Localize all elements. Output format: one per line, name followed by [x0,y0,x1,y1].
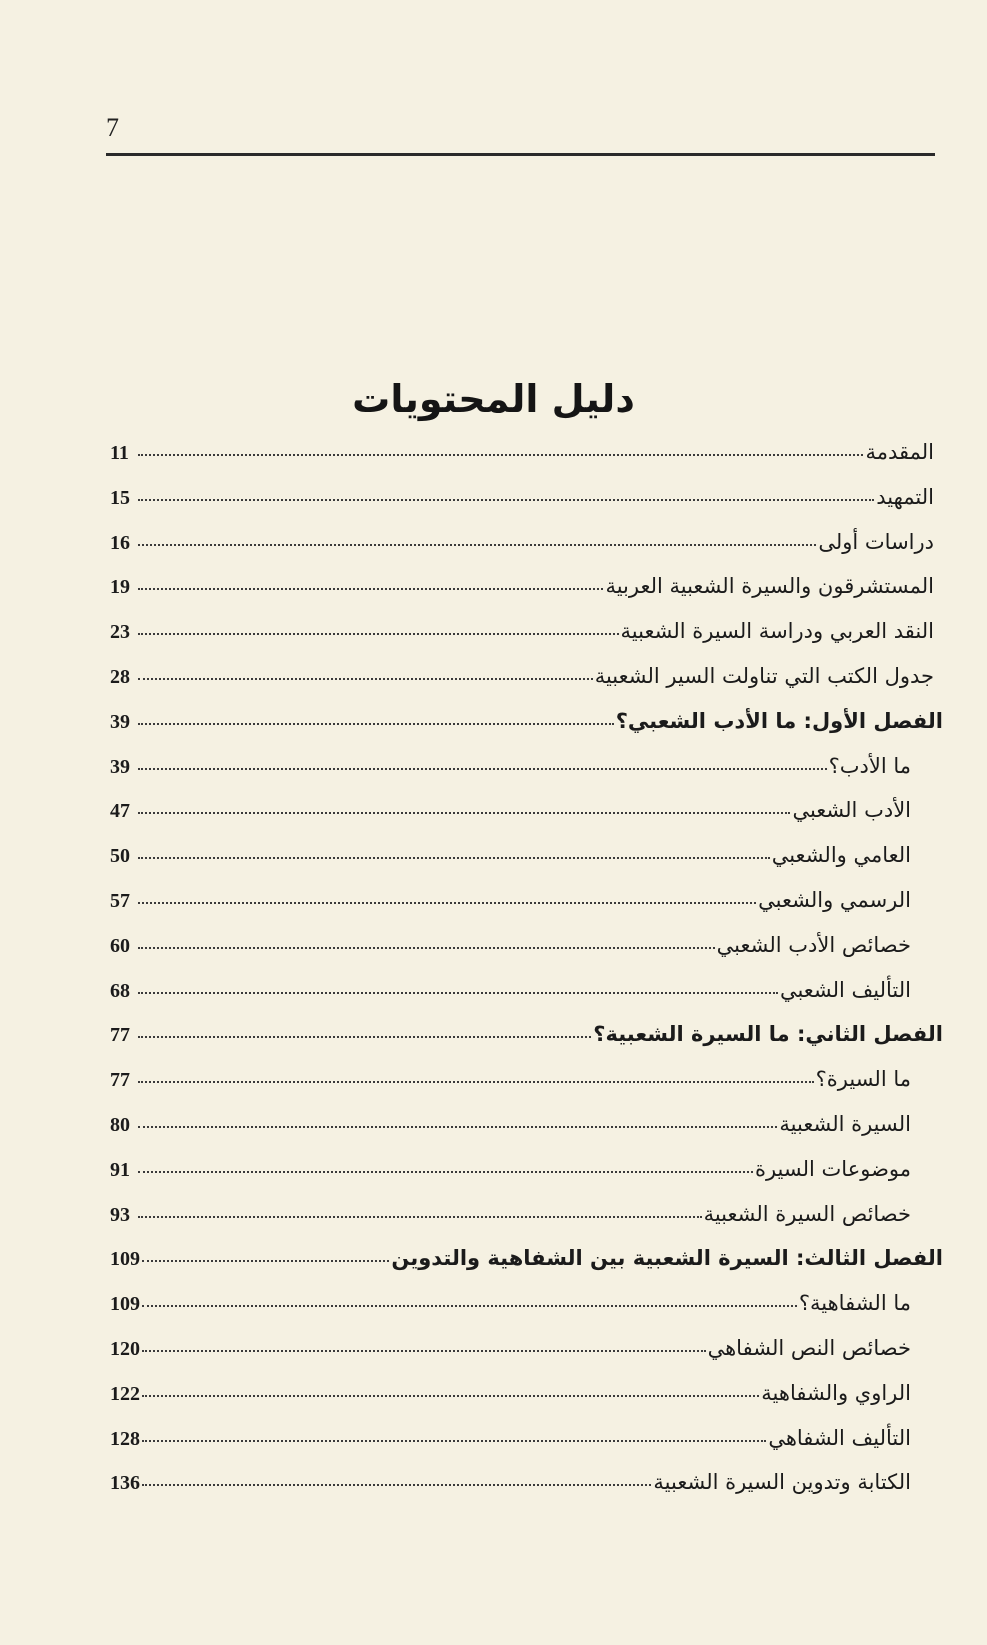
toc-entry [110,1426,937,1471]
dot-leader [138,992,778,994]
toc-page-number: 47 [110,800,130,823]
dot-leader [142,1484,651,1486]
toc-entry [110,1067,937,1112]
toc-entry-title: الأدب الشعبي [792,798,911,823]
toc-entry-title: ما الأدب؟ [828,753,911,778]
toc-page-number: 109 [110,1248,140,1271]
toc-entry [110,664,937,709]
toc-page-number: 109 [110,1293,140,1316]
toc-entry-title: التأليف الشعبي [779,977,911,1002]
dot-leader [142,1350,706,1352]
dot-leader [138,812,790,814]
dot-leader [138,588,603,590]
toc-entry [110,888,937,933]
toc-entry-title: الفصل الثالث: السيرة الشعبية بين الشفاهية والتدوين [391,1246,943,1271]
dot-leader [138,1171,753,1173]
toc-page-number: 91 [110,1158,130,1181]
toc-entry [110,619,937,664]
toc-page-number: 28 [110,665,130,688]
toc-page-number: 57 [110,889,130,912]
toc-page-number: 80 [110,1113,130,1136]
toc-chapter-entry [110,708,943,754]
toc-entry-title: الرسمي والشعبي [758,887,911,912]
toc-entry [110,933,937,978]
dot-leader [138,947,715,949]
dot-leader [142,1395,759,1397]
toc-entry-title: المقدمة [865,440,934,464]
dot-leader [138,857,770,859]
toc-page-number: 11 [110,442,129,464]
toc-entry-title: خصائص الأدب الشعبي [716,932,911,957]
dot-leader [142,1440,766,1442]
toc-page-number: 39 [110,755,130,778]
toc-entry-title: التمهيد [876,484,934,509]
dot-leader [138,1126,777,1128]
toc-entry [110,1381,937,1426]
toc-entry [110,1157,937,1202]
toc-entry [110,798,937,843]
toc-page-number: 122 [110,1382,140,1405]
toc-page-number: 136 [110,1472,140,1495]
toc-entry [110,1112,937,1157]
toc-entry-title: السيرة الشعبية [779,1111,911,1136]
toc-entry-title: موضوعات السيرة [754,1156,911,1181]
toc-page-number: 39 [110,710,130,733]
toc-entry-title: الكتابة وتدوين السيرة الشعبية [653,1470,911,1495]
dot-leader [142,1305,797,1307]
toc-entry-title: الفصل الثاني: ما السيرة الشعبية؟ [593,1022,943,1047]
toc-page-number: 23 [110,621,130,644]
toc-entry-title: خصائص السيرة الشعبية [703,1201,911,1226]
toc-page-number: 50 [110,845,130,868]
toc-page-number: 77 [110,1069,130,1092]
table-of-contents [110,440,943,1515]
toc-chapter-entry [110,1246,943,1291]
toc-page-number: 19 [110,576,130,599]
dot-leader [138,633,619,635]
toc-entry [110,1202,937,1247]
toc-entry [110,1470,937,1515]
toc-entry [110,440,937,485]
toc-page-number: 120 [110,1337,140,1360]
dot-leader [142,1260,389,1262]
toc-entry-title: الفصل الأول: ما الأدب الشعبي؟ [615,708,943,733]
toc-entry-title: الراوي والشفاهية [761,1380,911,1405]
dot-leader [138,1216,702,1218]
toc-entry-title: دراسات أولى [818,529,934,554]
dot-leader [138,544,816,546]
toc-entry [110,530,937,575]
toc-entry-title: جدول الكتب التي تناولت السير الشعبية [594,663,934,688]
toc-entry-title: النقد العربي ودراسة السيرة الشعبية [620,619,934,644]
page-number: 7 [106,113,119,142]
toc-page-number: 15 [110,486,130,509]
header-rule [106,153,935,156]
toc-page-number: 77 [110,1024,130,1047]
dot-leader [138,678,593,680]
toc-page-number: 93 [110,1203,130,1226]
toc-entry-title: ما السيرة؟ [815,1067,911,1092]
page-title: دليل المحتويات [352,377,635,422]
dot-leader [138,1036,591,1038]
toc-page-number: 16 [110,531,130,554]
dot-leader [138,723,614,725]
toc-entry [110,1336,937,1381]
toc-chapter-entry [110,1022,943,1067]
toc-entry [110,843,937,888]
dot-leader [138,1081,814,1083]
toc-page-number: 128 [110,1427,140,1450]
toc-page-number: 68 [110,979,130,1002]
toc-entry [110,754,937,799]
toc-entry-title: التأليف الشفاهي [768,1425,911,1450]
toc-entry [110,1291,937,1336]
toc-entry-title: المستشرقون والسيرة الشعبية العربية [605,574,934,599]
toc-entry-title: ما الشفاهية؟ [798,1291,911,1316]
toc-entry [110,574,937,619]
dot-leader [138,499,874,501]
dot-leader [138,902,756,904]
toc-page-number: 60 [110,934,130,957]
dot-leader [138,454,863,456]
dot-leader [138,768,827,770]
toc-entry-title: خصائص النص الشفاهي [707,1335,911,1360]
toc-entry [110,485,937,530]
toc-entry [110,978,937,1023]
toc-entry-title: العامي والشعبي [771,843,911,868]
